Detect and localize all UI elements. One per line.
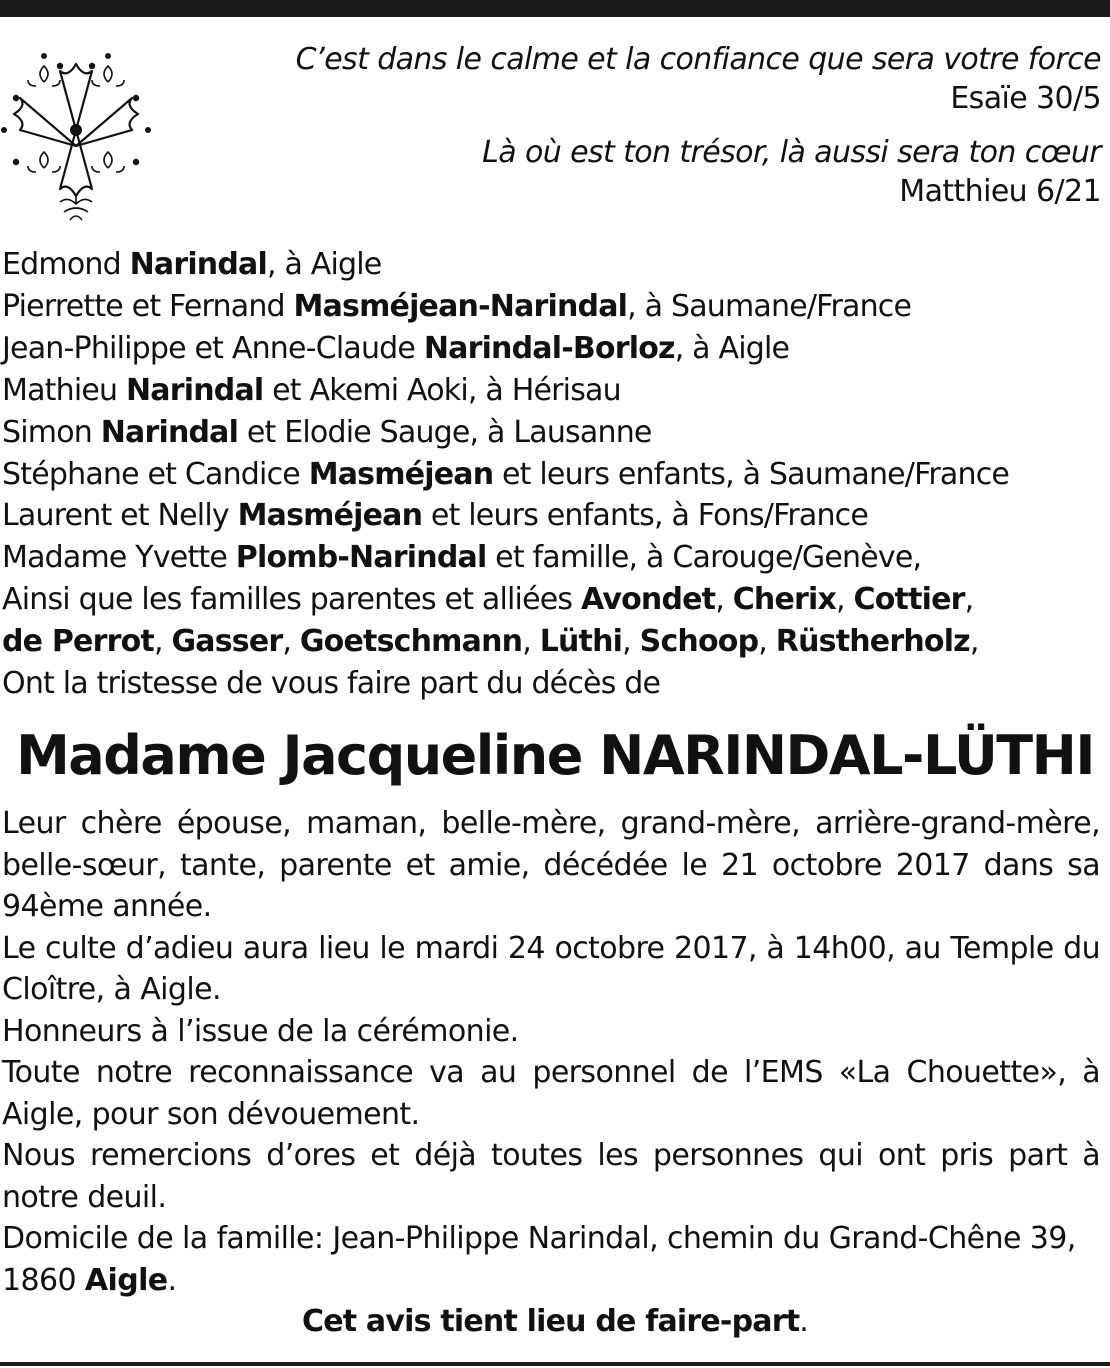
notice-paragraph: Honneurs à l’issue de la cérémonie. [2,1013,519,1049]
family-line: Ainsi que les familles parentes et alliées Avondet, Cherix, Cottier, [2,582,974,618]
family-line: Laurent et Nelly Masméjean et leurs enfants, à Fons/France [2,498,869,534]
bible-verses [221,40,1101,211]
family-line: Stéphane et Candice Masméjean et leurs enfants, à Saumane/France [2,456,1010,492]
top-rule [0,0,1110,17]
family-line: de Perrot, Gasser, Goetschmann, Lüthi, Schoop, Rüstherholz, [2,624,979,660]
closing-line: Cet avis tient lieu de faire-part. [301,1304,808,1339]
notice-paragraph: Toute notre reconnaissance va au personnel de l’EMS «La Chouette», à Aigle, pour son dévouement. [2,1055,1100,1132]
verse-reference: Matthieu 6/21 [899,174,1101,209]
bottom-rule [0,1362,1110,1366]
notice-paragraph: Le culte d’adieu aura lieu le mardi 24 octobre 2017, à 14h00, au Temple du Cloître, à Aigle. [2,930,1100,1007]
notice-paragraph: Nous remercions d’ores et déjà toutes les personnes qui ont pris part à notre deuil. [2,1138,1100,1215]
family-line: Madame Yvette Plomb-Narindal et famille, à Carouge/Genève, [2,540,922,576]
huguenot-cross-icon [0,26,153,224]
family-line: Jean-Philippe et Anne-Claude Narindal-Borloz, à Aigle [2,330,790,366]
verse-quote: Là où est ton trésor, là aussi sera ton cœur [482,135,1101,170]
notice-paragraph: Leur chère épouse, maman, belle-mère, grand-mère, arrière-grand-mère, belle-sœur, tante, parente et amie, décédée le 21 octobre 2017 dans sa 94ème année. [2,806,1100,924]
notice-body [2,803,1100,1301]
family-line: Mathieu Narindal et Akemi Aoki, à Hérisau [2,372,621,408]
verse-reference: Esaïe 30/5 [950,81,1101,116]
family-line: Pierrette et Fernand Masméjean-Narindal, à Saumane/France [2,288,912,324]
deceased-name: Madame Jacqueline NARINDAL-LÜTHI [16,724,1094,787]
family-line: Edmond Narindal, à Aigle [2,247,382,282]
family-line: Ont la tristesse de vous faire part du décès de [2,666,661,702]
notice-paragraph: Domicile de la famille: Jean-Philippe Narindal, chemin du Grand-Chêne 39, 1860 Aigle. [2,1221,1076,1298]
verse-quote: C’est dans le calme et la confiance que sera votre force [295,42,1101,77]
family-list [2,244,1108,705]
family-line: Simon Narindal et Elodie Sauge, à Lausanne [2,414,652,450]
